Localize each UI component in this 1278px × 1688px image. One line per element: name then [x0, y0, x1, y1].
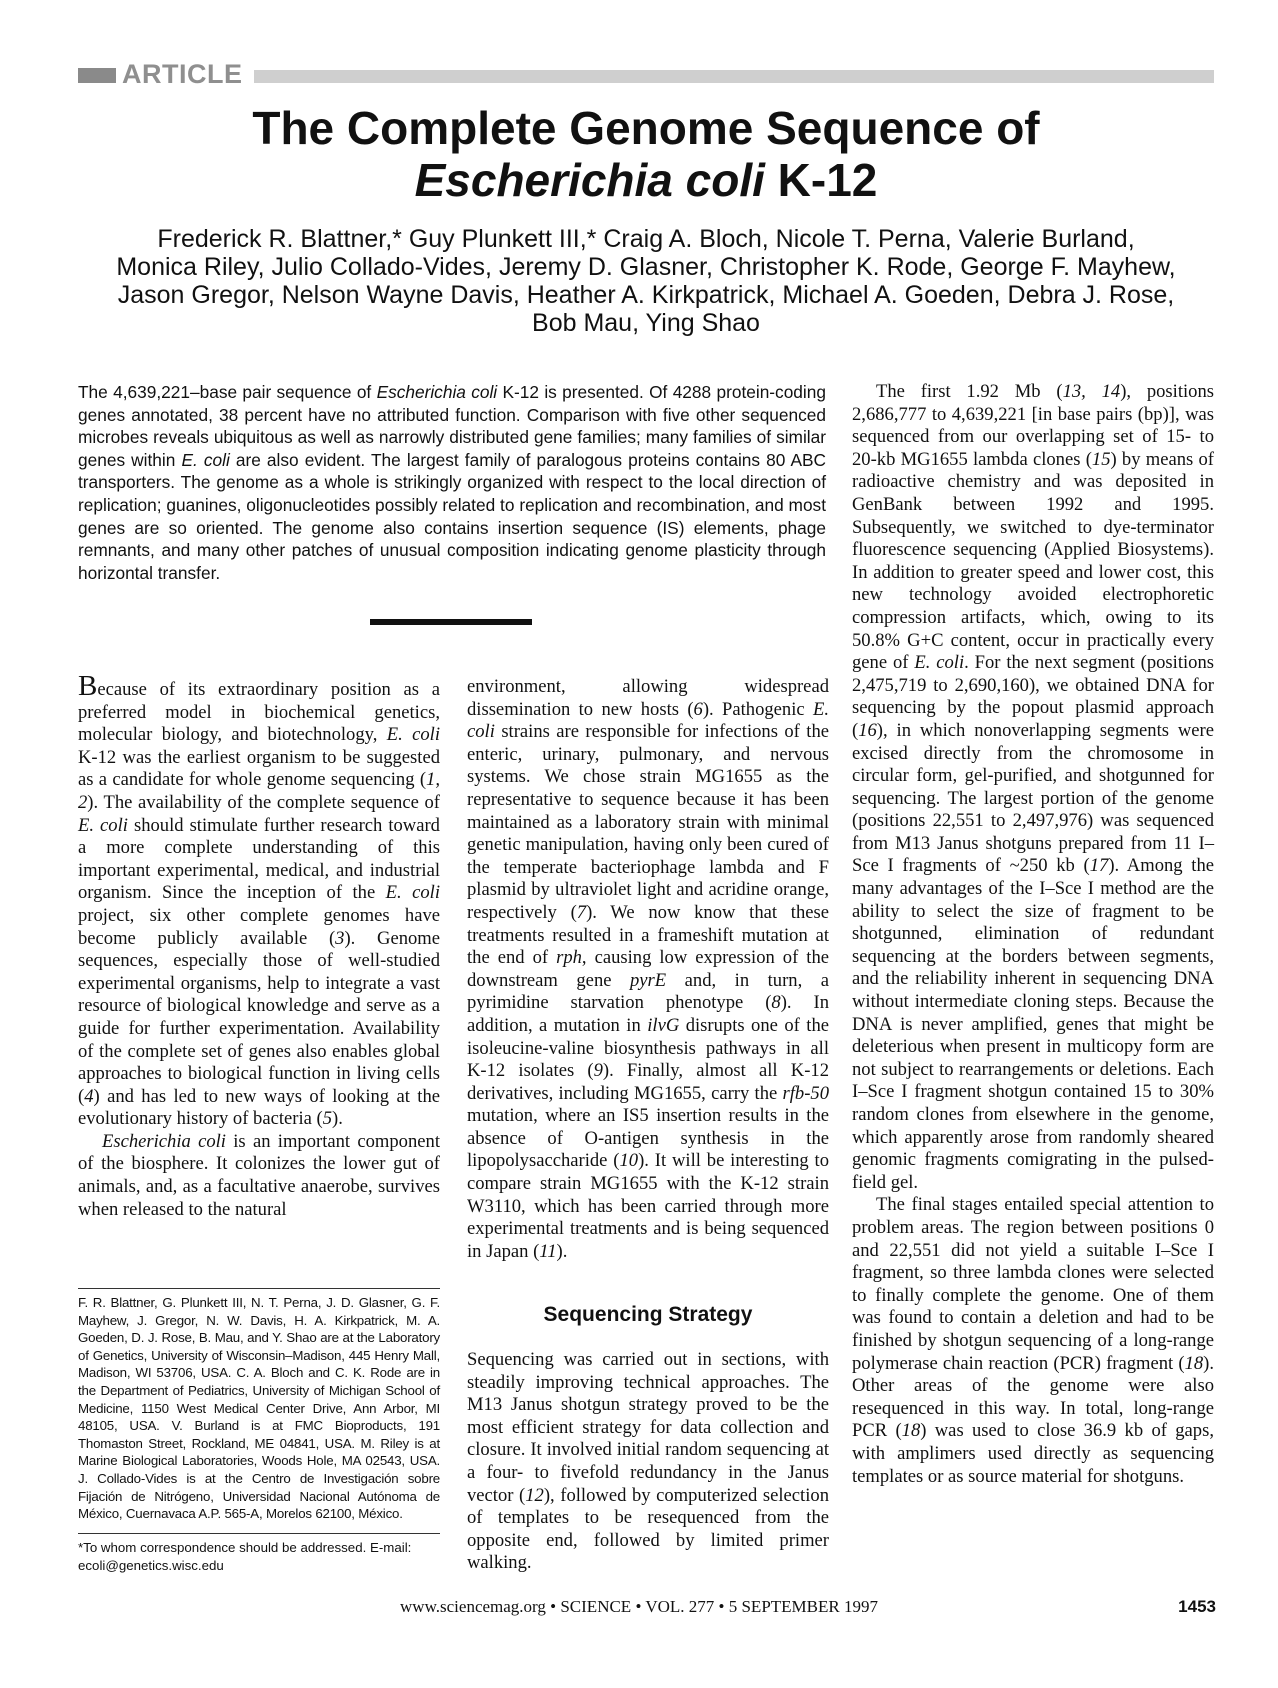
- abstract-italic: E. coli: [181, 449, 230, 470]
- body-column-3: [852, 381, 1214, 1488]
- title-line-2: [78, 154, 1214, 206]
- paragraph: Because of its extraordinary position as a preferred model in biochemical genetics, molecular biology, and biotechnology, E. coli K-12 was the earliest organism to be suggested as a candidate for whole genome sequencing (1, 2). The availability of the complete sequence of E. coli should stimulate further research toward a more complete understanding of this important experimental, medical, and industrial organism. Since the inception of the E. coli project, six other complete genomes have become publicly available (3). Genome sequences, especially those of well-studied experimental organisms, help to integrate a vast resource of biological knowledge and serve as a guide for further experimentation. Availability of the complete set of genes also enables global approaches to biological function in living cells (4) and has led to new ways of looking at the evolutionary history of bacteria (5).: [78, 670, 441, 1130]
- drop-cap: B: [78, 670, 98, 702]
- footnote-rule: [78, 1288, 440, 1289]
- title-strain: K-12: [764, 154, 878, 206]
- body-column-2: [467, 676, 829, 1263]
- body-column-1: [78, 670, 441, 1221]
- abstract-text: are also evident. The largest family of paralogous proteins contains 80 ABC transporters. The genome as a whole is strikingly organized with respect to the local direction of replication; guanines, oligonucleotides possibly related to replication and recombination, and most genes are so oriented. The genome also contains insertion sequence (IS) elements, phage remnants, and many other patches of unusual composition indicating genome plasticity through horizontal transfer.: [78, 449, 826, 583]
- paragraph: Escherichia coli is an important component of the biosphere. It colonizes the lower gut of animals, and, as a facultative anaerobe, survives when released to the natural: [78, 1130, 440, 1220]
- authors-line-1: Frederick R. Blattner,* Guy Plunkett III,* Craig A. Bloch, Nicole T. Perna, Valerie Burland,: [157, 225, 1135, 253]
- author-list: [78, 225, 1214, 337]
- title-organism: Escherichia coli: [414, 154, 765, 206]
- abstract-italic: Escherichia coli: [376, 382, 498, 402]
- section-label: ARTICLE: [122, 59, 243, 89]
- correspondence-note: *To whom correspondence should be addressed. E-mail: ecoli@genetics.wisc.edu: [78, 1540, 412, 1573]
- abstract: [78, 381, 826, 584]
- header-rule: [254, 70, 1214, 83]
- footer-journal-info: www.sciencemag.org • SCIENCE • VOL. 277 • 5 SEPTEMBER 1997: [400, 1597, 878, 1616]
- paragraph: Sequencing was carried out in sections, with steadily improving technical approaches. The M13 Janus shotgun strategy proved to be the most efficient strategy for data collection and closure. It involved initial random sequencing at a four- to fivefold redundancy in the Janus vector (12), followed by computerized selection of templates to be resequenced from the opposite end, followed by limited primer walking.: [467, 1349, 829, 1574]
- authors-line-3: Jason Gregor, Nelson Wayne Davis, Heather A. Kirkpatrick, Michael A. Goeden, Debra J. Rose,: [117, 281, 1175, 309]
- title-line-1: The Complete Genome Sequence of: [252, 102, 1040, 154]
- authors-line-4: Bob Mau, Ying Shao: [532, 309, 760, 337]
- paragraph: The final stages entailed special attention to problem areas. The region between positions 0 and 22,551 did not yield a suitable I–Sce I fragment, so three lambda clones were selected to finally complete the genome. One of them was found to contain a deletion and had to be finished by shotgun sequencing of a long-range polymerase chain reaction (PCR) fragment (18). Other areas of the genome were also resequenced in this way. In total, long-range PCR (18) was used to close 36.9 kb of gaps, with amplimers used directly as sequencing templates or as source material for shotguns.: [852, 1194, 1214, 1487]
- body-column-2-section: [467, 1349, 829, 1575]
- abstract-divider: [370, 619, 532, 625]
- page-number: 1453: [1178, 1597, 1216, 1616]
- paragraph: environment, allowing widespread dissemination to new hosts (6). Pathogenic E. coli strains are responsible for infections of the enteric, urinary, pulmonary, and nervous systems. We chose strain MG1655 as the representative to sequence because it has been maintained as a laboratory strain with minimal genetic manipulation, having only been cured of the temperate bacteriophage lambda and F plasmid by ultraviolet light and acridine orange, respectively (7). We now know that these treatments resulted in a frameshift mutation at the end of rph, causing low expression of the downstream gene pyrE and, in turn, a pyrimidine starvation phenotype (8). In addition, a mutation in ilvG disrupts one of the isoleucine-valine biosynthesis pathways in all K-12 isolates (9). Finally, almost all K-12 derivatives, including MG1655, carry the rfb-50 mutation, where an IS5 insertion results in the absence of O-antigen synthesis in the lipopolysaccharide (10). It will be interesting to compare strain MG1655 with the K-12 strain W3110, which has been carried through more experimental treatments and is being sequenced in Japan (11).: [467, 676, 830, 1262]
- authors-line-2: Monica Riley, Julio Collado-Vides, Jeremy D. Glasner, Christopher K. Rode, George F. Mayhew,: [116, 253, 1176, 281]
- header-block: [78, 68, 116, 83]
- abstract-text: The 4,639,221–base pair sequence of: [78, 382, 377, 402]
- footnote-rule: [78, 1533, 440, 1534]
- article-title: [78, 102, 1214, 206]
- paragraph: The first 1.92 Mb (13, 14), positions 2,686,777 to 4,639,221 [in base pairs (bp)], was sequenced from our overlapping set of 15- to 20-kb MG1655 lambda clones (15) by means of radioactive chemistry and was deposited in GenBank between 1992 and 1995. Subsequently, we switched to dye-terminator fluorescence sequencing (Applied Biosystems). In addition to greater speed and lower cost, this new technology avoided electrophoretic compression artifacts, which, owing to its 50.8% G+C content, occur in practically every gene of E. coli. For the next segment (positions 2,475,719 to 2,690,160), we obtained DNA for sequencing by the popout plasmid approach (16), in which nonoverlapping segments were excised directly from the chromosome in circular form, gel-purified, and shotgunned for sequencing. The largest portion of the genome (positions 22,551 to 2,497,976) was sequenced from M13 Janus shotguns prepared from 11 I–Sce I fragments of ~250 kb (17). Among the many advantages of the I–Sce I method are the ability to select the size of fragment to be shotgunned, elimination of redundant sequencing at the borders between segments, and the reliability inherent in sequencing DNA without intermediate cloning steps. Because the DNA is never amplified, genes that might be deleterious when present in multicopy form are not subject to rearrangements or deletions. Each I–Sce I fragment shotgun contained 15 to 30% random clones from elsewhere in the genome, which apparently arose from randomly sheared genomic fragments comigrating in the pulsed-field gel.: [852, 381, 1214, 1193]
- section-header: [78, 59, 1214, 89]
- section-heading: Sequencing Strategy: [543, 1303, 753, 1326]
- abstract-text: K-12 is presented. Of 4288 protein-coding genes annotated, 38 percent have no attributed function. Comparison with five other sequenced microbes reveals ubiquitous as well as narrowly distributed gene families; many families of similar genes within: [78, 382, 826, 470]
- author-affiliations: F. R. Blattner, G. Plunkett III, N. T. Perna, J. D. Glasner, G. F. Mayhew, J. Gregor, N. W. Davis, H. A. Kirkpatrick, M. A. Goeden, D. J. Rose, B. Mau, and Y. Shao are at the Laboratory of Genetics, University of Wisconsin–Madison, 445 Henry Mall, Madison, WI 53706, USA. C. A. Bloch and C. K. Rode are in the Department of Pediatrics, University of Michigan School of Medicine, 1150 West Medical Center Drive, Ann Arbor, MI 48105, USA. V. Burland is at FMC Bioproducts, 191 Thomaston Street, Rockland, ME 04841, USA. M. Riley is at Marine Biological Laboratories, Woods Hole, MA 02543, USA. J. Collado-Vides is at the Centro de Investigación sobre Fijación de Nitrógeno, Universidad Nacional Autónoma de México, Cuernavaca A.P. 565-A, Morelos 62100, México.: [78, 1295, 440, 1522]
